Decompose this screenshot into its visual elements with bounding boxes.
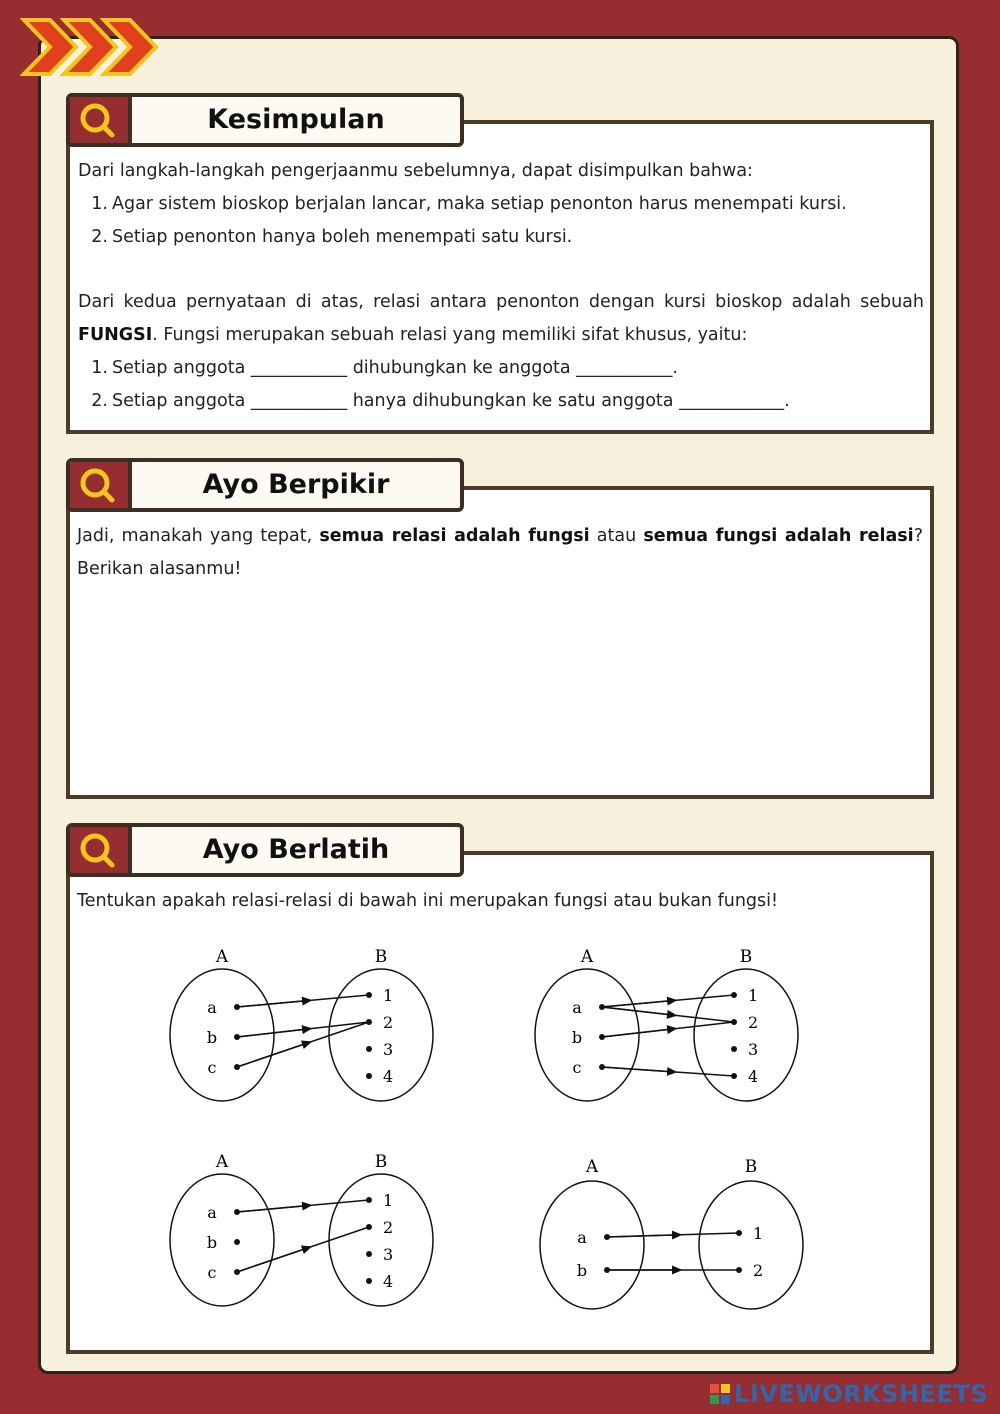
berlatih-instruction: Tentukan apakah relasi-relasi di bawah ini merupakan fungsi atau bukan fungsi! bbox=[77, 891, 779, 911]
logo-text: LIVEWORKSHEETS bbox=[734, 1380, 988, 1408]
set-b-ellipse bbox=[694, 969, 798, 1101]
logo-icon bbox=[710, 1384, 730, 1404]
domain-element-label: b bbox=[576, 1261, 588, 1280]
codomain-element-dot bbox=[366, 1278, 372, 1284]
bold-statement-1: semua relasi adalah fungsi bbox=[319, 526, 590, 546]
domain-element-label: b bbox=[571, 1028, 583, 1047]
codomain-element-label: 1 bbox=[748, 986, 759, 1005]
mapping-arrow bbox=[602, 1029, 673, 1037]
codomain-element-label: 3 bbox=[383, 1245, 394, 1264]
fungsi-keyword: FUNGSI bbox=[78, 325, 153, 345]
mapping-arrow bbox=[237, 1248, 308, 1272]
domain-element-label: c bbox=[207, 1263, 217, 1282]
section-title: Ayo Berpikir bbox=[202, 469, 390, 500]
set-b-ellipse bbox=[329, 969, 433, 1101]
codomain-element-label: 1 bbox=[383, 986, 394, 1005]
codomain-element-dot bbox=[731, 1046, 737, 1052]
codomain-element-label: 3 bbox=[748, 1040, 759, 1059]
paragraph-text-end: . Fungsi merupakan sebuah relasi yang memiliki sifat khusus, yaitu: bbox=[152, 325, 748, 345]
codomain-element-label: 4 bbox=[748, 1067, 759, 1086]
set-a-label: A bbox=[215, 947, 229, 967]
kesimpulan-item-1: 1. Agar sistem bioskop berjalan lancar, maka setiap penonton harus menempati kursi. bbox=[91, 194, 847, 214]
mapping-arrow bbox=[602, 1067, 673, 1072]
set-b-ellipse bbox=[699, 1181, 803, 1309]
section-title: Kesimpulan bbox=[207, 104, 385, 135]
question-text: Jadi, manakah yang tepat, bbox=[77, 526, 313, 546]
set-a-label: A bbox=[580, 947, 594, 967]
domain-element-label: c bbox=[207, 1058, 217, 1077]
codomain-element-label: 2 bbox=[748, 1013, 759, 1032]
set-b-label: B bbox=[374, 947, 388, 967]
set-b-ellipse bbox=[329, 1174, 433, 1306]
property-text: Setiap anggota ___________ hanya dihubungkan ke satu anggota ____________. bbox=[112, 391, 790, 411]
set-b-label: B bbox=[744, 1157, 758, 1177]
set-b-label: B bbox=[739, 947, 753, 967]
set-a-ellipse bbox=[540, 1181, 644, 1309]
mapping-arrow bbox=[602, 1007, 673, 1015]
set-b-label: B bbox=[374, 1152, 388, 1172]
fungsi-property-1: 1. Setiap anggota ___________ dihubungkan ke anggota ___________. bbox=[91, 358, 678, 378]
domain-element-label: a bbox=[572, 998, 582, 1017]
codomain-element-label: 4 bbox=[383, 1272, 394, 1291]
item-text: Agar sistem bioskop berjalan lancar, maka setiap penonton harus menempati kursi. bbox=[112, 194, 847, 214]
codomain-element-label: 2 bbox=[383, 1013, 394, 1032]
domain-element-label: a bbox=[207, 1203, 217, 1222]
codomain-element-dot bbox=[366, 1046, 372, 1052]
property-text: Setiap anggota ___________ dihubungkan ke anggota ___________. bbox=[112, 358, 678, 378]
domain-element-label: a bbox=[577, 1228, 587, 1247]
fungsi-property-2: 2. Setiap anggota ___________ hanya dihubungkan ke satu anggota ____________. bbox=[91, 391, 790, 411]
mapping-arrow bbox=[602, 1001, 673, 1007]
kesimpulan-item-2: 2. Setiap penonton hanya boleh menempati satu kursi. bbox=[91, 227, 573, 247]
domain-element-label: b bbox=[206, 1233, 218, 1252]
codomain-element-label: 1 bbox=[383, 1191, 394, 1210]
section-title: Ayo Berlatih bbox=[202, 834, 390, 865]
domain-element-label: c bbox=[572, 1058, 582, 1077]
bold-statement-2: semua fungsi adalah relasi bbox=[643, 526, 914, 546]
domain-element-label: a bbox=[207, 998, 217, 1017]
domain-element-dot bbox=[234, 1239, 240, 1245]
mapping-arrow bbox=[237, 1001, 308, 1007]
question-text: atau bbox=[596, 526, 637, 546]
codomain-element-label: 1 bbox=[753, 1224, 764, 1243]
set-a-ellipse bbox=[170, 1174, 274, 1306]
codomain-element-dot bbox=[366, 1251, 372, 1257]
domain-element-label: b bbox=[206, 1028, 218, 1047]
set-a-label: A bbox=[215, 1152, 229, 1172]
mapping-arrow bbox=[237, 1206, 308, 1212]
codomain-element-label: 2 bbox=[383, 1218, 394, 1237]
codomain-element-label: 4 bbox=[383, 1067, 394, 1086]
codomain-element-dot bbox=[366, 1073, 372, 1079]
mapping-arrow bbox=[607, 1235, 678, 1237]
kesimpulan-intro: Dari langkah-langkah pengerjaanmu sebelumnya, dapat disimpulkan bahwa: bbox=[78, 161, 753, 181]
item-text: Setiap penonton hanya boleh menempati satu kursi. bbox=[112, 227, 573, 247]
codomain-element-label: 2 bbox=[753, 1261, 764, 1280]
liveworksheets-logo bbox=[710, 1380, 988, 1408]
paragraph-text: Dari kedua pernyataan di atas, relasi antara penonton dengan kursi bioskop adalah sebuah bbox=[78, 292, 924, 312]
mapping-arrow bbox=[237, 1029, 308, 1037]
codomain-element-label: 3 bbox=[383, 1040, 394, 1059]
set-a-label: A bbox=[585, 1157, 599, 1177]
question-text-end: ? Berikan alasanmu! bbox=[77, 526, 923, 579]
mapping-arrow bbox=[237, 1043, 308, 1067]
